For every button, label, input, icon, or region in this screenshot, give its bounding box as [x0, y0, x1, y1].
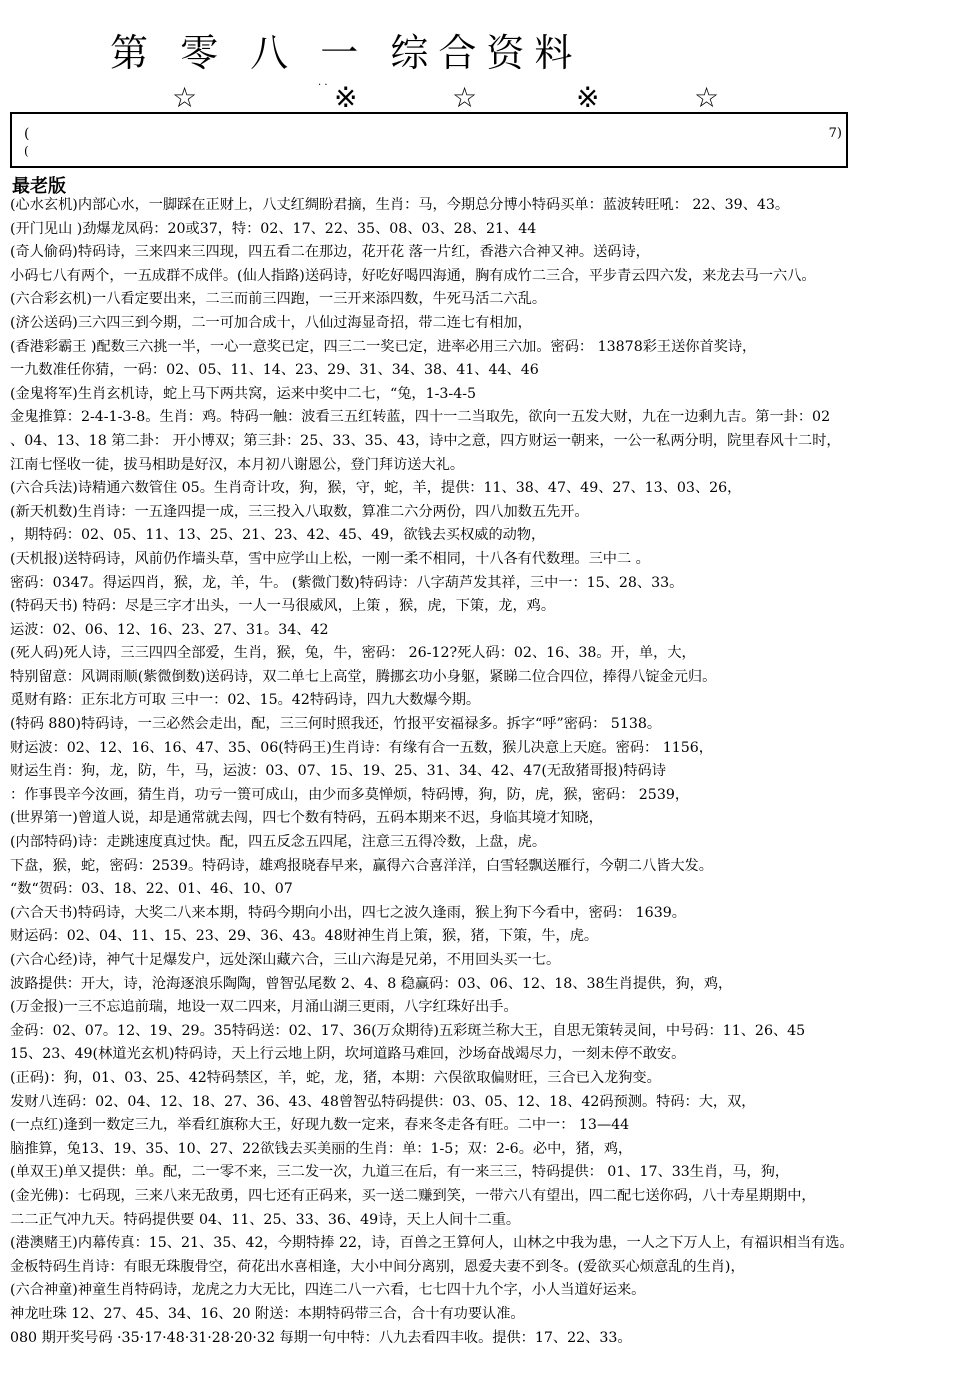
text-line: (六合神童)神童生肖特码诗，龙虎之力大无比，四连二八一六看，七七四十九个字，小人当道好运来。 [10, 1282, 646, 1299]
text-line: 密码：0347。得运四肖，猴，龙，羊，牛。 (紫微门数)特码诗：八字葫芦发其祥，三中一：15、28、33。 [10, 574, 684, 591]
banner-left-text: ( [24, 126, 30, 142]
text-line: (六合心经)诗，神气十足爆发户，远处深山藏六合，三山六海是兄弟，不用回头买一七。 [10, 952, 561, 968]
text-line: (正码)：狗，01、03、25、42特码禁区，羊，蛇，龙，猪，本期：六俣欲取偏财旺，三合已入龙狗变。 [10, 1069, 661, 1086]
text-line: (天机报)送特码诗，风前仍作墙头草，雪中应学山上松，一刚一柔不相同，十八各有代数理。三中二 。 [10, 550, 650, 567]
text-line: (特码天书) 特码：尽是三字才出头，一人一马很威风，上策 ，猴，虎，下策，龙，鸡。 [10, 598, 556, 615]
text-line: (香港彩霸王 )配数三六挑一半，一心一意奖已定，四三二一奖已定，进率必用三六加。密码： 13878彩王送你首奖诗， [10, 338, 757, 355]
text-line: ：作事畏辛今汝画，猜生肖，功亏一篑可成山，由少而多莫惮烦，特码博，狗，防，虎，猴，密码： 2539， [10, 786, 690, 803]
text-line: (奇人偷码)特码诗，三来四来三四现，四五看二在那边，花开花 落一片红，香港六合神又神。送码诗， [10, 244, 650, 261]
text-line: (六合兵法)诗精通六数管住 05。生肖奇计攻，狗，猴，守，蛇，羊，提供：11、38、47、49、27、13、03、26， [10, 480, 742, 497]
header-banner [10, 112, 848, 168]
star-icon: ☆ [694, 81, 720, 114]
text-line: (一点红)逢到一数定三九，举看红旗称大王，好现九数一定来，春来冬走各有旺。二中一： 13—44 [10, 1117, 630, 1134]
text-line: (金光佛)：七码现，三来八来无敌勇，四七还有正码来，买一送二赚到笑，一带六八有望出，四二配七送你码，八十寿星期期中， [10, 1187, 816, 1204]
content-body [10, 194, 950, 1350]
text-line: 一九数准任你猜，一码：02、05、11、14、23、29、31、34、38、41、44、46 [10, 362, 539, 379]
text-line: 脑推算，兔13、19、35、10、27、22欲钱去买美丽的生肖：单：1-5；双：2-6。必中，猪，鸡， [10, 1140, 633, 1157]
banner-right-text: 7) [828, 126, 842, 141]
text-line: (六合天书)特码诗，大奖二八来本期，特码今期向小出，四七之波久逢雨，猴上狗下今看中，密码： 1639。 [10, 904, 686, 921]
text-line: 金鬼推算：2-4-1-3-8。生肖：鸡。特码一触：波看三五红转蓝，四十一二当取先，欲向一五发大财，九在一边剩九吉。第一卦：02 [10, 409, 831, 426]
banner-left-text-2: ( [24, 144, 29, 158]
text-line: 二二正气冲九天。特码提供要 04、11、25、33、36、49诗，天上人间十二重。 [10, 1211, 521, 1228]
text-line: 、04、13、18 第二卦： 开小博双；第三卦：25、33、35、43，诗中之意，四方财运一朝来，一公一私两分明，院里春风十二时， [10, 432, 841, 449]
text-line: (万金报)一三不忘追前瑞，地设一双二四来，月涌山湖三更雨，八字红珠好出手。 [10, 999, 518, 1016]
text-line: 金板特码生肖诗：有眼无珠腹骨空，荷花出水喜相逢，大小中间分离别，恩爱夫妻不到冬。(爱欲买心烦意乱的生肖)， [10, 1258, 745, 1275]
star-icon: ☆ [452, 81, 478, 114]
text-line: (新天机数)生肖诗：一五逢四提一成，三三投入八取数，算准二六分两份，四八加数五先开。 [10, 503, 589, 520]
star-icon: ☆ [172, 81, 198, 114]
text-line: (济公送码)三六四三到今期，二一可加合成十，八仙过海显奇招，带二连七有相加， [10, 314, 532, 331]
text-line: ，期特码：02、05、11、13、25、21、23、42、45、49，欲钱去买权威的动物， [10, 527, 546, 544]
title-dots: · · [318, 80, 328, 91]
text-line: 财运波：02、12、16、16、47、35、06(特码王)生肖诗：有缘有合一五数，猴儿决意上天庭。密码： 1156， [10, 739, 713, 756]
text-line: (单双王)单又提供：单。配，二一零不来，三二发一次，九道三在后，有一来三三，特码提供： 01、17、33生肖，马，狗， [10, 1164, 790, 1181]
text-line: 080 期开奖号码 ·35·17·48·31·28·20·32 每期一句中特：八九去看四丰收。提供：17、22、33。 [10, 1329, 632, 1346]
text-line: 江南七怪收一徒，拔马相助是好汉，本月初八谢恩公，登门拜访送大礼。 [10, 456, 465, 473]
text-line: 神龙吐珠 12、27、45、34、16、20 附送：本期特码带三合，合十有功要认准。 [10, 1305, 525, 1322]
text-line: 财运码：02、04、11、15、23、29、36、43。48财神生肖上策，猴，猪，下策，牛，虎。 [10, 928, 599, 945]
text-line: (开门见山 )劲爆龙凤码：20或37，特：02、17、22、35、08、03、28、21、44 [10, 220, 537, 237]
text-line: (特码 880)特码诗，一三必然会走出，配，三三何时照我还，竹报平安福禄多。拆字“呼”密码： 5138。 [10, 716, 662, 733]
text-line: (金鬼将军)生肖玄机诗，蛇上马下两共窝，运来中奖中二七，“兔，1-3-4-5 [10, 385, 477, 402]
text-line: (六合彩玄机)一八看定要出来，二三而前三四跑，一三开来添四数，牛死马活二六乱。 [10, 291, 547, 308]
text-line: 觅财有路：正东北方可取 三中一：02、15。42特码诗，四九大数爆今期。 [10, 692, 481, 709]
text-line: “数“贺码：03、18、22、01、46、10、07 [10, 881, 293, 898]
text-line: (死人码)死人诗，三三四四全部爱，生肖，猴，兔，牛，密码： 26-12?死人码：02、16、38。开，单，大， [10, 645, 696, 662]
edition-heading: 最老版 [12, 176, 66, 197]
text-line: 财运生肖：狗，龙，防，牛，马，运波：03、07、15、19、25、31、34、42、47(无敌猪哥报)特码诗 [10, 763, 666, 780]
page-title: 第 零 八 一 综合资料 [110, 31, 583, 75]
text-line: 特别留意：风调雨顺(紫微倒数)送码诗，双二单七上高堂，腾挪玄功小身躯，紧睇二位合四位，捧得八锭金元归。 [10, 668, 717, 685]
text-line: 波路提供：开大，诗，沧海逐浪乐陶陶，曾智弘尾数 2、4、8 稳赢码：03、06、12、18、38生肖提供，狗，鸡， [10, 975, 733, 992]
text-line: 运波：02、06、12、16、23、27、31。34、42 [10, 621, 329, 638]
text-line: (港澳赌王)内幕传真：15、21、35、42，今期特捧 22，诗，百兽之王算何人，山林之中我为患，一人之下万人上，有福识相当有选。 [10, 1235, 854, 1252]
text-line: 金码：02、07。12、19、29。35特码送：02、17、36(万众期待)五彩斑兰称大王，自思无策转灵间，中号码：11、26、45 [10, 1022, 806, 1039]
text-line: 下盘，猴，蛇，密码：2539。特码诗，雄鸡报晓春早来，赢得六合喜洋洋，白雪轻飘送雁行，今朝二八皆大发。 [10, 857, 713, 874]
text-line: 小码七八有两个，一五成群不成伴。(仙人指路)送码诗，好吃好喝四海通，胸有成竹二三合，平步青云四六发，来龙去马一六八。 [10, 267, 816, 284]
text-line: 发财八连码：02、04、12、18、27、36、43、48曾智弘特码提供：03、05、12、18、42码预测。特码：大，双， [10, 1093, 756, 1110]
reference-mark-icon: ※ [334, 81, 358, 114]
text-line: 15、23、49(林道光玄机)特码诗，天上行云地上阴，坎坷道路马难回，沙场奋战竭尽力，一刻未停不敢安。 [10, 1046, 686, 1063]
reference-mark-icon: ※ [576, 81, 600, 114]
text-line: (世界第一)曾道人说，却是通常就去闯，四七个数有特码，五码本期来不迟，身临其境才知晓， [10, 810, 603, 827]
text-line: (内部特码)诗：走跳速度真过快。配，四五反念五四尾，注意三五得冷数，上盘，虎。 [10, 834, 547, 851]
text-line: (心水玄机)内部心水，一脚踩在正财上，八丈红绸盼君摘，生肖：马，今期总分博小特码买单：蓝波转旺吼： 22、39、43。 [10, 197, 790, 213]
